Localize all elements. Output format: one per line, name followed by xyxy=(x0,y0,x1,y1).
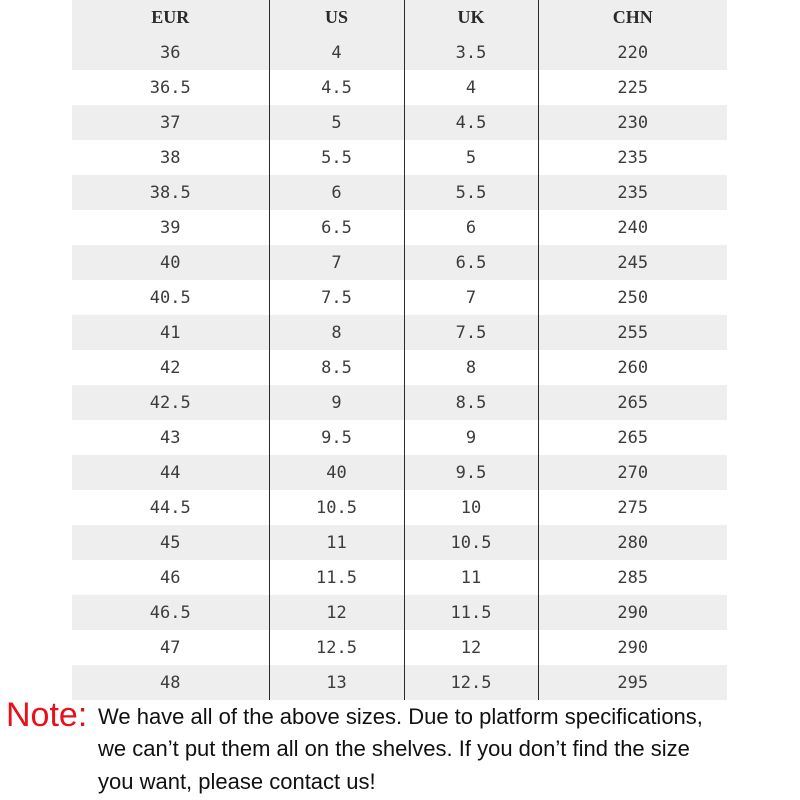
cell-us: 9 xyxy=(269,385,404,420)
cell-uk: 10.5 xyxy=(404,525,538,560)
table-row xyxy=(72,315,727,350)
cell-eur: 42.5 xyxy=(149,392,191,413)
cell-eur: 40.5 xyxy=(149,287,191,308)
cell-chn: 275 xyxy=(538,490,727,525)
table-row xyxy=(72,140,727,175)
cell-uk: 10 xyxy=(404,490,538,525)
cell-chn: 270 xyxy=(538,455,727,490)
cell-us: 5 xyxy=(269,105,404,140)
cell-uk: 12.5 xyxy=(404,665,538,700)
size-chart-body xyxy=(72,35,727,700)
size-chart-table xyxy=(72,0,727,700)
cell-us: 11 xyxy=(269,525,404,560)
cell-chn: 280 xyxy=(538,525,727,560)
cell-eur: 42 xyxy=(160,357,181,378)
note-text-line-1: We have all of the above sizes. Due to platform specifications, xyxy=(98,704,703,729)
cell-us: 11.5 xyxy=(269,560,404,595)
cell-chn: 260 xyxy=(538,350,727,385)
cell-uk: 4.5 xyxy=(404,105,538,140)
cell-uk: 5.5 xyxy=(404,175,538,210)
cell-uk: 8.5 xyxy=(404,385,538,420)
cell-uk: 7.5 xyxy=(404,315,538,350)
table-row xyxy=(72,35,727,70)
cell-us: 7.5 xyxy=(269,280,404,315)
cell-eur: 46.5 xyxy=(149,602,191,623)
header-eur: EUR xyxy=(151,7,190,27)
table-row xyxy=(72,420,727,455)
cell-us: 10.5 xyxy=(269,490,404,525)
table-row xyxy=(72,385,727,420)
cell-uk: 5 xyxy=(404,140,538,175)
note-text-line-3: you want, please contact us! xyxy=(98,769,376,794)
cell-uk: 6.5 xyxy=(404,245,538,280)
cell-chn: 230 xyxy=(538,105,727,140)
cell-uk: 11.5 xyxy=(404,595,538,630)
cell-eur: 46 xyxy=(160,567,181,588)
table-row xyxy=(72,210,727,245)
cell-uk: 4 xyxy=(404,70,538,105)
cell-eur: 36 xyxy=(160,42,181,63)
header-chn: CHN xyxy=(538,0,727,35)
cell-eur: 45 xyxy=(160,532,181,553)
cell-eur: 44 xyxy=(160,462,181,483)
cell-uk: 11 xyxy=(404,560,538,595)
cell-eur: 36.5 xyxy=(149,77,191,98)
table-row xyxy=(72,630,727,665)
note-text-line-2: we can’t put them all on the shelves. If you don’t find the size xyxy=(98,736,690,761)
cell-chn: 245 xyxy=(538,245,727,280)
cell-uk: 12 xyxy=(404,630,538,665)
cell-chn: 295 xyxy=(538,665,727,700)
cell-us: 40 xyxy=(269,455,404,490)
table-row xyxy=(72,665,727,700)
cell-eur: 38 xyxy=(160,147,181,168)
cell-chn: 220 xyxy=(538,35,727,70)
cell-uk: 7 xyxy=(404,280,538,315)
cell-uk: 6 xyxy=(404,210,538,245)
table-row xyxy=(72,525,727,560)
note-label: Note: xyxy=(6,696,88,734)
cell-us: 5.5 xyxy=(269,140,404,175)
cell-eur: 43 xyxy=(160,427,181,448)
cell-chn: 255 xyxy=(538,315,727,350)
cell-eur: 41 xyxy=(160,322,181,343)
cell-us: 4.5 xyxy=(269,70,404,105)
table-header-row xyxy=(72,0,727,35)
cell-uk: 3.5 xyxy=(404,35,538,70)
cell-eur: 38.5 xyxy=(149,182,191,203)
cell-chn: 235 xyxy=(538,175,727,210)
table-row xyxy=(72,455,727,490)
cell-eur: 39 xyxy=(160,217,181,238)
cell-uk: 9.5 xyxy=(404,455,538,490)
cell-chn: 265 xyxy=(538,420,727,455)
header-uk: UK xyxy=(404,0,538,35)
cell-chn: 265 xyxy=(538,385,727,420)
cell-chn: 225 xyxy=(538,70,727,105)
cell-eur: 37 xyxy=(160,112,181,133)
cell-chn: 290 xyxy=(538,630,727,665)
table-row xyxy=(72,595,727,630)
cell-uk: 8 xyxy=(404,350,538,385)
cell-us: 13 xyxy=(269,665,404,700)
table-row xyxy=(72,280,727,315)
cell-eur: 44.5 xyxy=(149,497,191,518)
cell-eur: 48 xyxy=(160,672,181,693)
table-row xyxy=(72,560,727,595)
cell-us: 4 xyxy=(269,35,404,70)
cell-chn: 290 xyxy=(538,595,727,630)
cell-us: 12 xyxy=(269,595,404,630)
table-row xyxy=(72,105,727,140)
cell-us: 6 xyxy=(269,175,404,210)
cell-eur: 47 xyxy=(160,637,181,658)
cell-eur: 40 xyxy=(160,252,181,273)
cell-us: 8.5 xyxy=(269,350,404,385)
header-us: US xyxy=(269,0,404,35)
table-row xyxy=(72,70,727,105)
cell-us: 6.5 xyxy=(269,210,404,245)
cell-chn: 240 xyxy=(538,210,727,245)
cell-chn: 250 xyxy=(538,280,727,315)
cell-us: 7 xyxy=(269,245,404,280)
cell-chn: 235 xyxy=(538,140,727,175)
cell-uk: 9 xyxy=(404,420,538,455)
table-row xyxy=(72,350,727,385)
table-row xyxy=(72,245,727,280)
table-row xyxy=(72,490,727,525)
cell-us: 8 xyxy=(269,315,404,350)
cell-chn: 285 xyxy=(538,560,727,595)
cell-us: 12.5 xyxy=(269,630,404,665)
cell-us: 9.5 xyxy=(269,420,404,455)
table-row xyxy=(72,175,727,210)
